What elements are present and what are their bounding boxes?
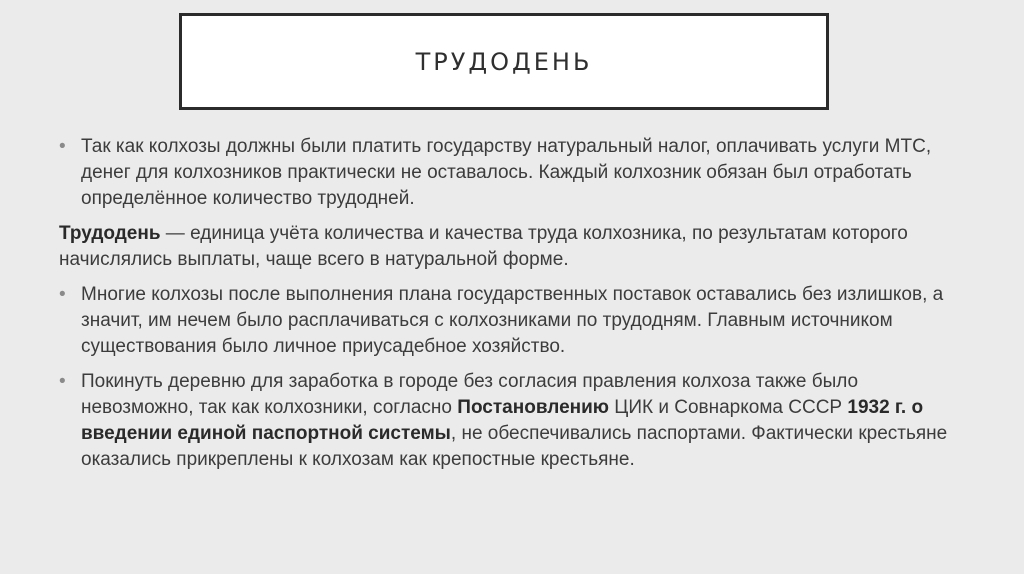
- bullet-marker: •: [59, 284, 66, 305]
- paragraph-text: Многие колхозы после выполнения плана государственных поставок оставались без излишков, а значит, им нечем было расплачиваться с колхозниками по трудодням. Главным источником существования было личное приусадебное хозяйство.: [81, 284, 944, 357]
- slide-content: [57, 134, 967, 482]
- paragraph-passport-system: [57, 369, 967, 473]
- definition-term: Трудодень: [59, 223, 161, 244]
- bullet-marker: •: [59, 136, 66, 157]
- paragraph-text-part-1: Покинуть деревню для заработка в городе без согласия правления колхоза также было невозможно, так как колхозники, согласно: [81, 371, 859, 418]
- slide-title: ТРУДОДЕНЬ: [415, 47, 593, 76]
- title-box: [179, 13, 829, 110]
- passport-system-term: 1932 г. о введении единой паспортной системы: [81, 397, 924, 444]
- bullet-marker: •: [59, 371, 66, 392]
- definition-text: — единица учёта количества и качества труда колхозника, по результатам которого начислялись выплаты, чаще всего в натуральной форме.: [59, 223, 908, 270]
- paragraph-no-surplus: [57, 282, 967, 360]
- paragraph-collective-farm-taxes: [57, 134, 967, 212]
- paragraph-text: Так как колхозы должны были платить государству натуральный налог, оплачивать услуги МТС, денег для колхозников практически не оставалось. Каждый колхозник обязан был отработать определённое количество трудодней.: [81, 136, 932, 209]
- paragraph-definition: [57, 221, 967, 273]
- paragraph-text-part-2: ЦИК и Совнаркома СССР: [609, 397, 848, 418]
- paragraph-text-part-3: , не обеспечивались паспортами. Фактически крестьяне оказались прикреплены к колхозам как крепостные крестьяне.: [81, 423, 948, 470]
- decree-term: Постановлению: [457, 397, 610, 418]
